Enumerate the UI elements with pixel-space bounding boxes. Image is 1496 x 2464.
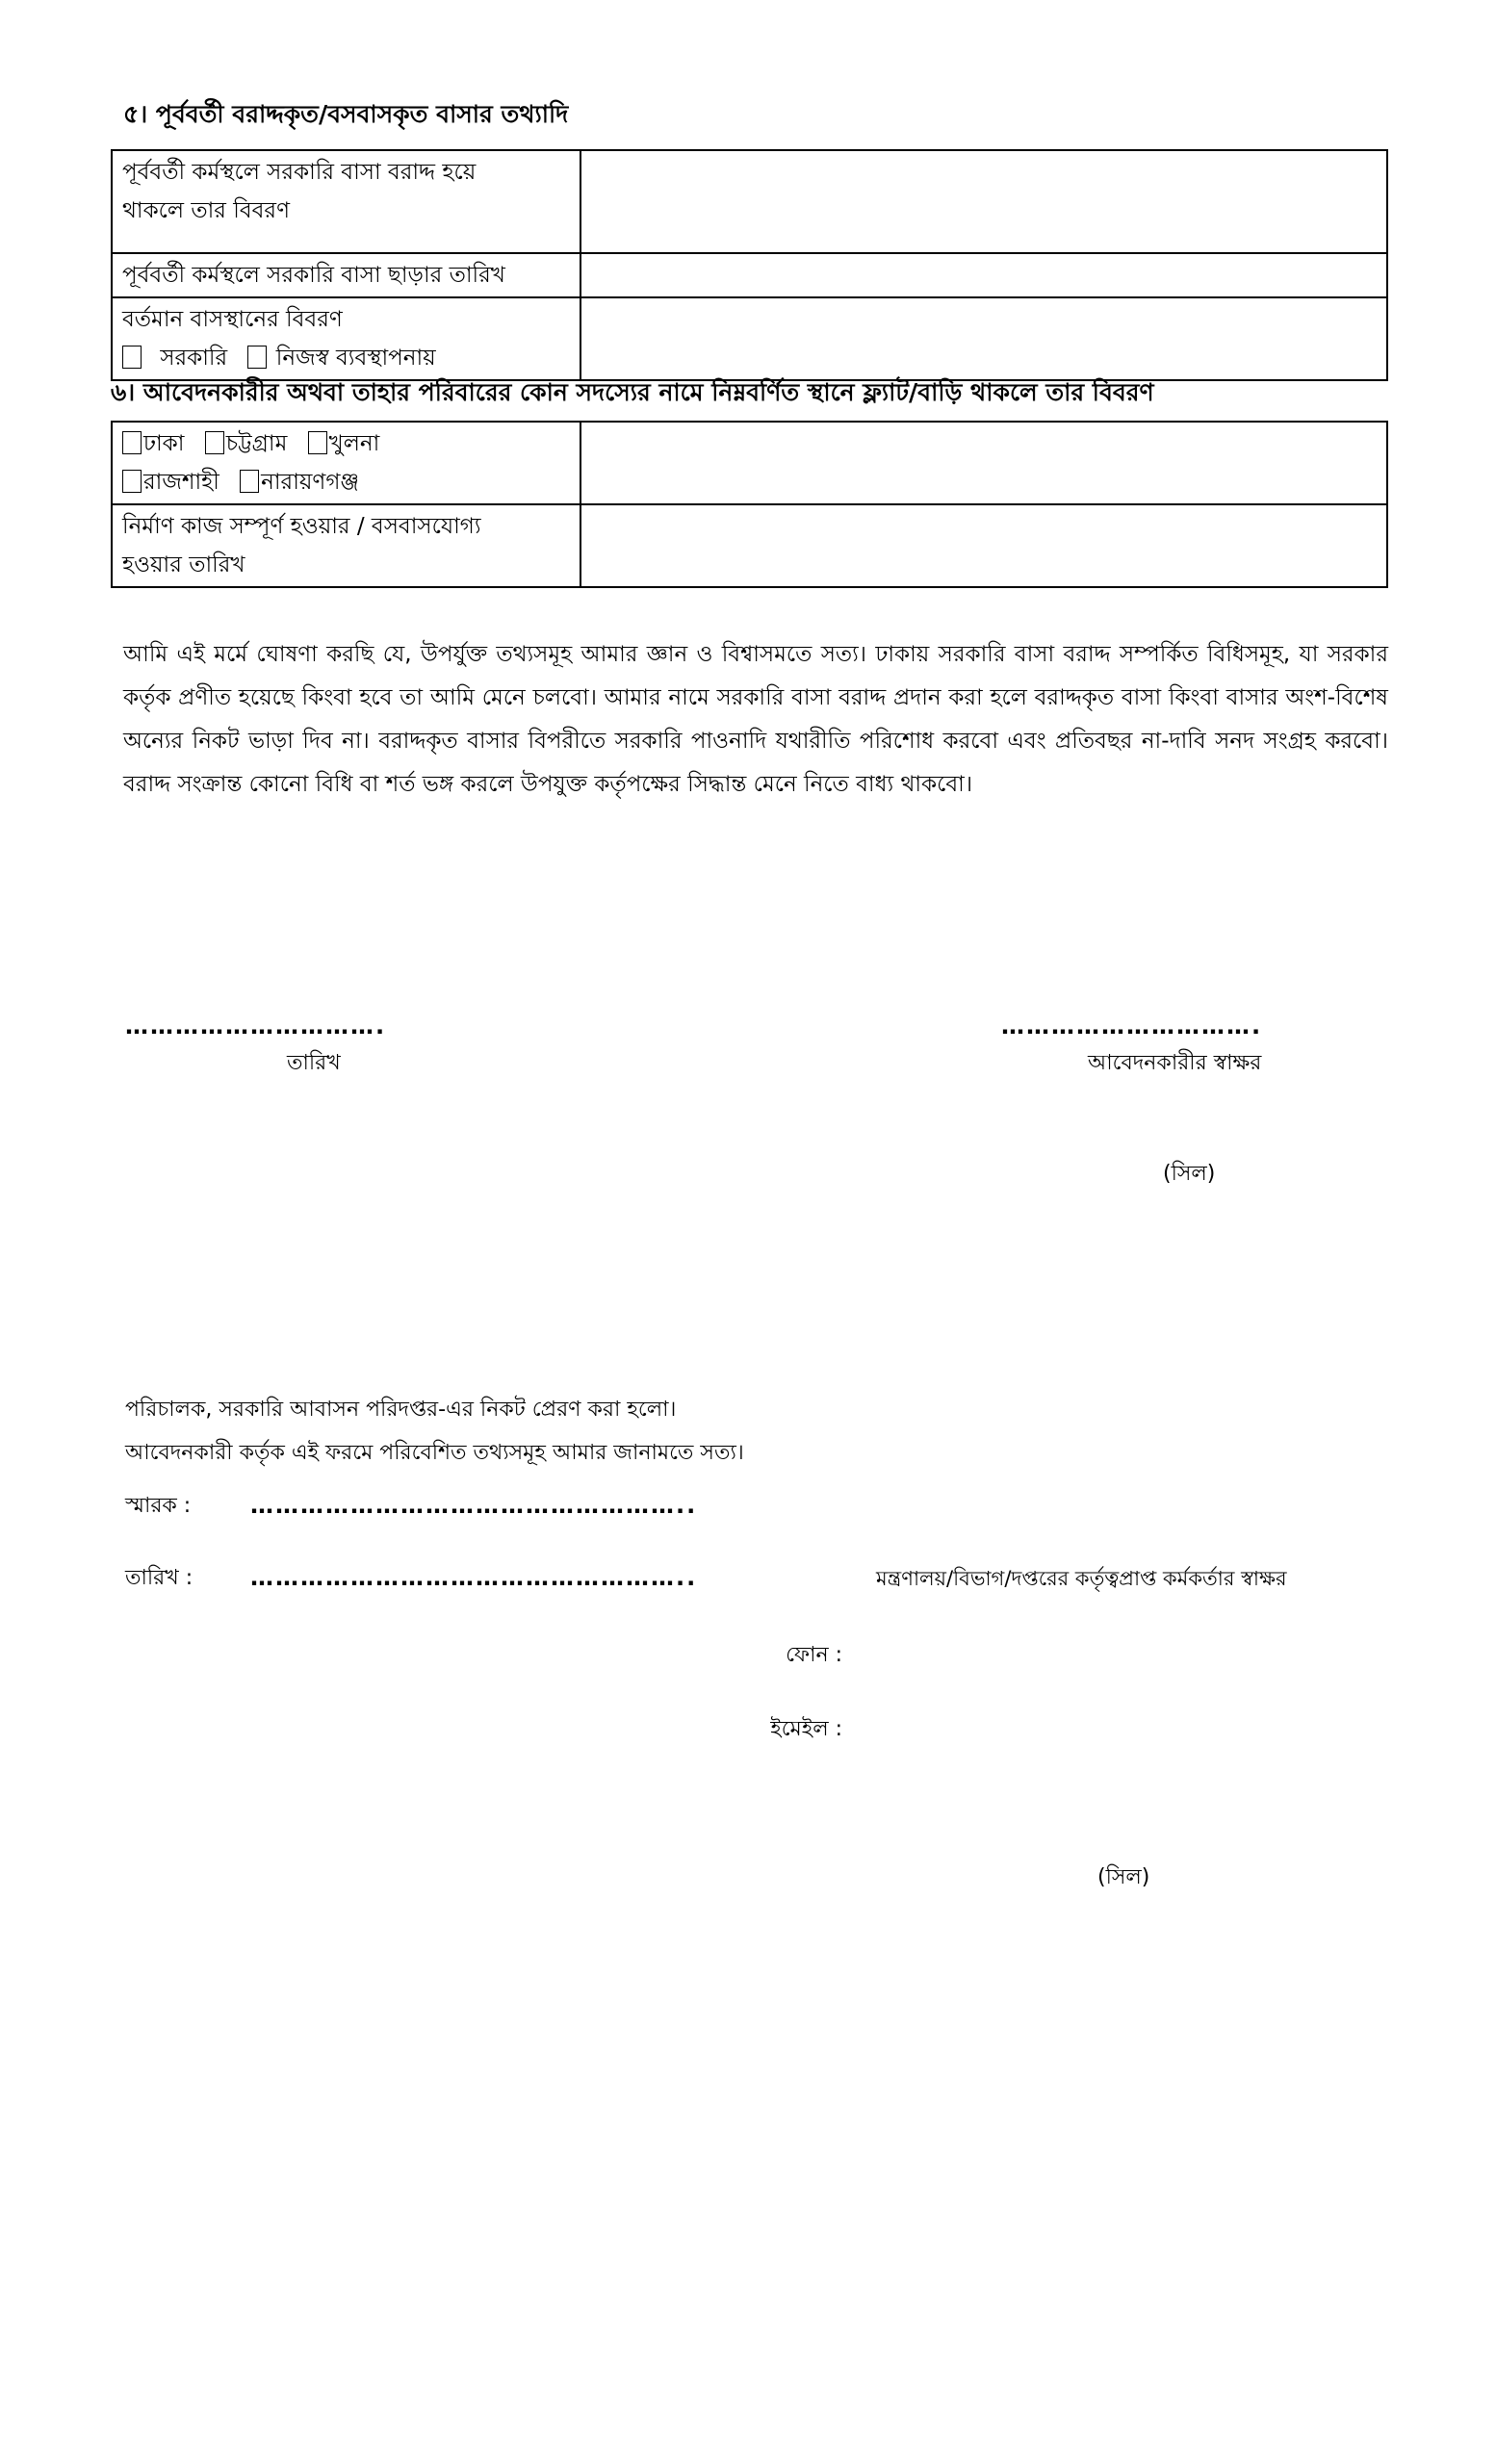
current-residence-field[interactable] xyxy=(580,297,1387,380)
label-line: পূর্ববর্তী কর্মস্থলে সরকারি বাসা বরাদ্দ হয়ে xyxy=(122,160,477,185)
label-line: বর্তমান বাসস্থানের বিবরণ xyxy=(122,307,343,332)
residence-options xyxy=(122,339,570,377)
dhaka-checkbox[interactable] xyxy=(122,431,142,454)
forwarding-line-1: পরিচালক, সরকারি আবাসন পরিদপ্তর-এর নিকট প্রেরণ করা হলো। xyxy=(125,1398,677,1422)
applicant-signature-label: আবেদনকারীর স্বাক্ষর xyxy=(1088,1051,1262,1075)
chattogram-label: চট্টগ্রাম xyxy=(225,431,288,456)
forwarding-line-2: আবেদনকারী কর্তৃক এই ফরমে পরিবেশিত তথ্যসমূহ আমার জানামতে সত্য। xyxy=(125,1441,744,1465)
label-line: নির্মাণ কাজ সম্পূর্ণ হওয়ার / বসবাসযোগ্য xyxy=(122,514,481,539)
previous-vacate-date-field[interactable] xyxy=(580,253,1387,297)
previous-allocation-field[interactable] xyxy=(580,150,1387,253)
rajshahi-label: রাজশাহী xyxy=(143,470,219,495)
table-row xyxy=(112,504,1387,587)
dhaka-label: ঢাকা xyxy=(143,431,185,456)
narayanganj-checkbox[interactable] xyxy=(240,470,259,493)
flat-details-field[interactable] xyxy=(580,422,1387,504)
signature-dotted-line: …………………………. xyxy=(1001,1013,1263,1040)
phone-label: ফোন : xyxy=(786,1643,842,1667)
date-dotted-line: …………………………. xyxy=(125,1013,387,1040)
declaration-paragraph: আমি এই মর্মে ঘোষণা করছি যে, উপর্যুক্ত তথ্যসমূহ আমার জ্ঞান ও বিশ্বাসমতে সত্য। ঢাকায় সরকারি বাসা বরাদ্দ সম্পর্কিত বিধিসমূহ, যা সরকার কর্তৃক প্রণীত হয়েছে কিংবা হবে তা আমি মেনে চলবো। আমার নামে সরকারি বাসা বরাদ্দ প্রদান করা হলে বরাদ্দকৃত বাসা কিংবা বাসার অংশ-বিশেষ অন্যের নিকট ভাড়া দিব না। বরাদ্দকৃত বাসার বিপরীতে সরকারি পাওনাদি যথারীতি পরিশোধ করবো এবং প্রতিবছর না-দাবি সনদ সংগ্রহ করবো। বরাদ্দ সংক্রান্ত কোনো বিধি বা শর্ত ভঙ্গ করলে উপযুক্ত কর্তৃপক্ষের সিদ্ধান্ত মেনে নিতে বাধ্য থাকবো। xyxy=(123,642,1388,797)
khulna-checkbox[interactable] xyxy=(308,431,327,454)
section-6-heading: ৬। আবেদনকারীর অথবা তাহার পরিবারের কোন সদস্যের নামে নিম্নবর্ণিত স্থানে ফ্ল্যাট/বাড়ি থাকলে তার বিবরণ xyxy=(111,378,1154,406)
completion-date-field[interactable] xyxy=(580,504,1387,587)
completion-date-label xyxy=(112,504,580,587)
forward-date-label: তারিখ : xyxy=(125,1566,193,1590)
rajshahi-checkbox[interactable] xyxy=(122,470,142,493)
label-line: হওয়ার তারিখ xyxy=(122,552,245,578)
table-row xyxy=(112,150,1387,253)
table-row xyxy=(112,422,1387,504)
date-label: তারিখ xyxy=(287,1051,341,1075)
narayanganj-label: নারায়ণগঞ্জ xyxy=(261,470,360,495)
previous-allocation-label xyxy=(112,150,580,253)
label-line: থাকলে তার বিবরণ xyxy=(122,198,290,223)
table-row xyxy=(112,297,1387,380)
chattogram-checkbox[interactable] xyxy=(205,431,224,454)
email-label: ইমেইল : xyxy=(770,1717,842,1741)
own-arrangement-checkbox[interactable] xyxy=(247,346,267,369)
government-residence-checkbox[interactable] xyxy=(122,346,142,369)
officer-seal-label: (সিল) xyxy=(1097,1865,1150,1889)
khulna-label: খুলনা xyxy=(328,431,380,456)
city-options-row-2 xyxy=(122,463,570,501)
table-row xyxy=(112,253,1387,297)
section-6-table xyxy=(111,421,1388,588)
section-5-heading: ৫। পূর্ববর্তী বরাদ্দকৃত/বসবাসকৃত বাসার তথ্যাদি xyxy=(123,100,569,128)
own-arrangement-label: নিজস্ব ব্যবস্থাপনায় xyxy=(275,346,436,371)
applicant-seal-label: (সিল) xyxy=(1163,1162,1216,1186)
officer-signature-label: মন্ত্রণালয়/বিভাগ/দপ্তরের কর্তৃত্বপ্রাপ্ত কর্মকর্তার স্বাক্ষর xyxy=(876,1567,1287,1590)
memo-dotted-line: …………………………………………….. xyxy=(250,1492,698,1519)
forward-date-dotted-line: …………………………………………….. xyxy=(250,1564,698,1591)
memo-label: স্মারক : xyxy=(125,1494,192,1518)
city-options xyxy=(112,422,580,504)
current-residence-label xyxy=(112,297,580,380)
government-residence-label: সরকারি xyxy=(160,346,228,371)
previous-vacate-date-label: পূর্ববর্তী কর্মস্থলে সরকারি বাসা ছাড়ার তারিখ xyxy=(112,253,580,297)
section-5-table xyxy=(111,149,1388,381)
city-options-row-1 xyxy=(122,424,570,463)
